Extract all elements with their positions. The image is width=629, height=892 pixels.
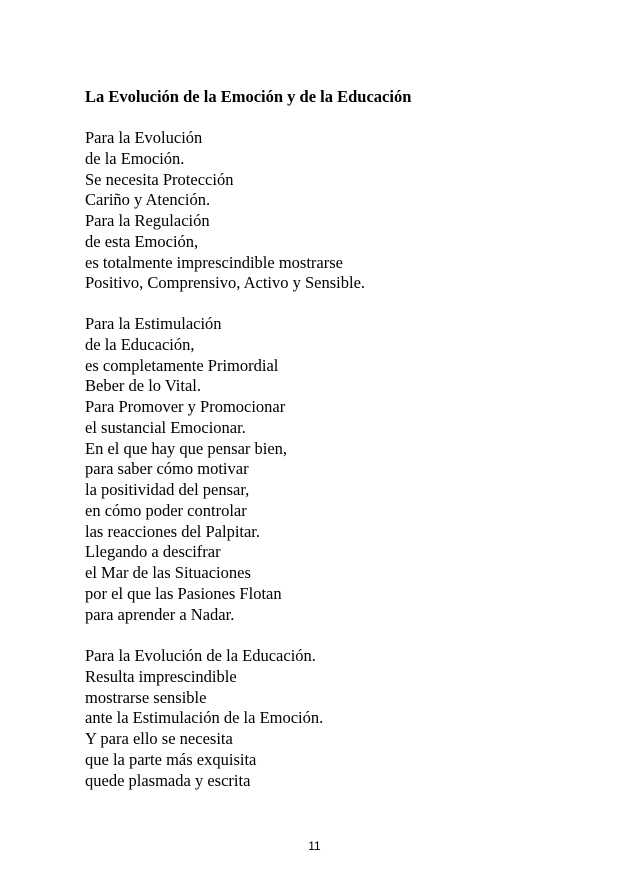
verse-line: Beber de lo Vital.: [85, 376, 202, 396]
verse-line: para aprender a Nadar.: [85, 604, 235, 624]
verse-line: Para la Estimulación: [85, 314, 222, 333]
verse-line: de esta Emoción,: [85, 231, 199, 251]
verse-line: la positividad del pensar,: [85, 480, 250, 499]
verse-line: Para la Regulación: [85, 211, 210, 230]
verse-line: de la Emoción.: [85, 148, 185, 168]
verse-line: el sustancial Emocionar.: [85, 417, 246, 437]
verse-line: para saber cómo motivar: [85, 459, 249, 479]
verse-line: en cómo poder controlar: [85, 500, 247, 520]
verse-line: es totalmente imprescindible mostrarse: [85, 252, 343, 272]
page-number: 11: [308, 839, 321, 853]
poem-title: La Evolución de la Emoción y de la Educación: [85, 87, 412, 106]
verse-line: quede plasmada y escrita: [85, 770, 251, 790]
verse-line: ante la Estimulación de la Emoción.: [85, 708, 324, 728]
verse-line: es completamente Primordial: [85, 355, 279, 375]
verse-line: En el que hay que pensar bien,: [85, 438, 288, 458]
verse-line: Y para ello se necesita: [85, 729, 233, 748]
verse-line: mostrarse sensible: [85, 687, 207, 707]
stanza-1: [85, 128, 365, 294]
verse-line: el Mar de las Situaciones: [85, 563, 251, 582]
verse-line: Para Promover y Promocionar: [85, 397, 286, 416]
verse-line: Positivo, Comprensivo, Activo y Sensible.: [85, 273, 366, 293]
stanza-3: [85, 646, 323, 791]
verse-line: Cariño y Atención.: [85, 190, 211, 210]
verse-line: por el que las Pasiones Flotan: [85, 583, 282, 603]
verse-line: Para la Evolución de la Educación.: [85, 646, 316, 665]
verse-line: las reacciones del Palpitar.: [85, 521, 261, 541]
verse-line: Para la Evolución: [85, 128, 203, 147]
verse-line: Se necesita Protección: [85, 169, 234, 189]
verse-line: de la Educación,: [85, 334, 195, 354]
verse-line: Resulta imprescindible: [85, 666, 237, 686]
verse-line: Llegando a descifrar: [85, 542, 221, 562]
stanza-2: [85, 314, 287, 625]
verse-line: que la parte más exquisita: [85, 749, 257, 769]
